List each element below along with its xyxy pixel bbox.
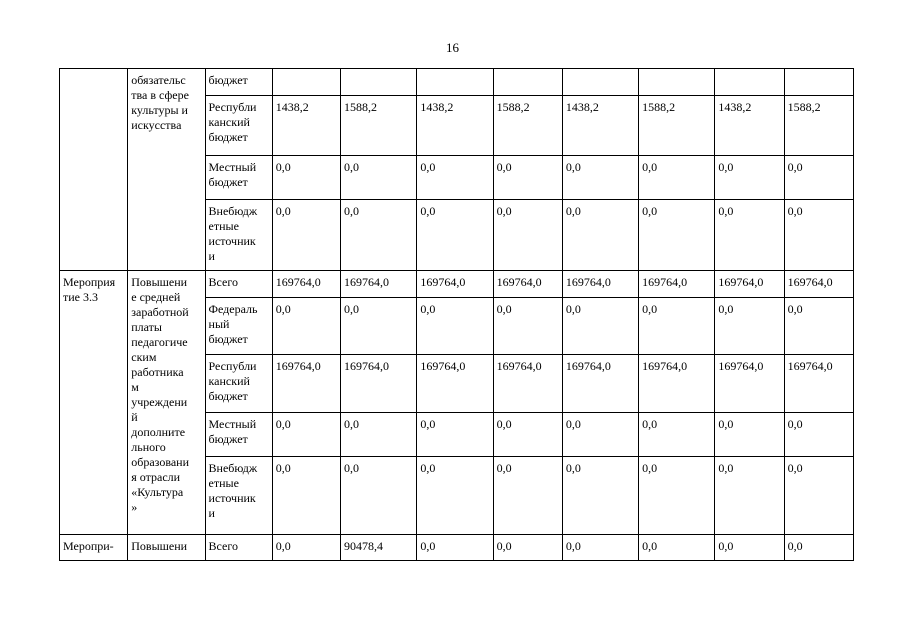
funding-source-label: Всего — [208, 275, 238, 289]
value-cell — [417, 200, 493, 271]
value-text: 0,0 — [565, 204, 581, 218]
value-cell — [493, 271, 562, 298]
value-cell — [272, 413, 340, 457]
value-cell — [784, 200, 853, 271]
value-cell — [715, 413, 784, 457]
value-text: 0,0 — [420, 204, 436, 218]
funding-source-label: Внебюдж етные источник и — [208, 204, 258, 263]
value-cell — [715, 457, 784, 535]
value-text: 0,0 — [642, 461, 658, 475]
value-text: 0,0 — [718, 539, 734, 553]
value-cell — [493, 298, 562, 355]
value-text: 0,0 — [642, 417, 658, 431]
funding-source-label: Местный бюджет — [208, 417, 257, 446]
value-cell — [639, 96, 715, 156]
value-text: 0,0 — [642, 539, 658, 553]
event-cell — [60, 69, 128, 271]
value-text: 169764,0 — [275, 359, 321, 373]
description-cell — [128, 271, 205, 535]
value-text: 0,0 — [496, 539, 512, 553]
funding-source-label: Республи канский бюджет — [208, 359, 257, 403]
value-cell — [272, 200, 340, 271]
value-text: 1438,2 — [565, 100, 599, 114]
value-cell — [784, 271, 853, 298]
value-text: 169764,0 — [420, 359, 466, 373]
funding-source-cell — [205, 156, 272, 200]
value-cell — [417, 156, 493, 200]
value-cell — [562, 69, 638, 96]
value-text: 0,0 — [275, 160, 291, 174]
value-cell — [417, 457, 493, 535]
value-text: 0,0 — [344, 461, 360, 475]
description-cell — [128, 69, 205, 271]
value-text: 0,0 — [718, 302, 734, 316]
value-text: 0,0 — [344, 204, 360, 218]
funding-source-cell — [205, 200, 272, 271]
value-text: 0,0 — [275, 204, 291, 218]
funding-source-label: Внебюдж етные источник и — [208, 461, 258, 520]
value-text: 0,0 — [565, 417, 581, 431]
value-text: 0,0 — [420, 461, 436, 475]
value-cell — [493, 413, 562, 457]
value-text: 0,0 — [565, 539, 581, 553]
event-cell — [60, 271, 128, 535]
value-cell — [417, 69, 493, 96]
value-cell — [493, 69, 562, 96]
value-cell — [639, 457, 715, 535]
value-cell — [493, 535, 562, 561]
value-cell — [341, 413, 417, 457]
value-cell — [341, 271, 417, 298]
value-text: 0,0 — [496, 417, 512, 431]
value-text: 169764,0 — [718, 275, 764, 289]
value-text: 0,0 — [344, 160, 360, 174]
value-text: 0,0 — [787, 160, 803, 174]
table-row — [60, 535, 854, 561]
value-text: 0,0 — [787, 539, 803, 553]
value-cell — [417, 535, 493, 561]
value-text: 0,0 — [496, 160, 512, 174]
value-text: 1588,2 — [642, 100, 676, 114]
event-label: Мероприя тие 3.3 — [63, 275, 116, 304]
value-text: 0,0 — [496, 204, 512, 218]
value-text: 0,0 — [642, 302, 658, 316]
value-text: 0,0 — [496, 461, 512, 475]
funding-source-label: Местный бюджет — [208, 160, 257, 189]
value-text: 1438,2 — [275, 100, 309, 114]
value-text: 0,0 — [718, 160, 734, 174]
value-cell — [715, 355, 784, 413]
value-cell — [784, 156, 853, 200]
value-cell — [493, 156, 562, 200]
value-cell — [493, 355, 562, 413]
value-cell — [272, 298, 340, 355]
value-text: 169764,0 — [642, 275, 688, 289]
value-cell — [417, 298, 493, 355]
value-cell — [562, 271, 638, 298]
value-cell — [639, 298, 715, 355]
value-cell — [417, 271, 493, 298]
value-cell — [562, 298, 638, 355]
event-cell — [60, 535, 128, 561]
value-text: 169764,0 — [787, 275, 833, 289]
value-cell — [639, 69, 715, 96]
value-cell — [639, 200, 715, 271]
value-cell — [562, 200, 638, 271]
value-cell — [639, 271, 715, 298]
funding-source-cell — [205, 413, 272, 457]
value-cell — [715, 298, 784, 355]
value-cell — [715, 200, 784, 271]
value-cell — [562, 535, 638, 561]
value-cell — [562, 96, 638, 156]
value-text: 1588,2 — [496, 100, 530, 114]
value-text: 169764,0 — [420, 275, 466, 289]
value-text: 0,0 — [565, 302, 581, 316]
value-cell — [493, 96, 562, 156]
value-cell — [341, 156, 417, 200]
value-cell — [341, 535, 417, 561]
value-text: 0,0 — [344, 417, 360, 431]
table-row — [60, 69, 854, 96]
value-cell — [639, 156, 715, 200]
value-text: 1588,2 — [787, 100, 821, 114]
value-text: 0,0 — [787, 417, 803, 431]
value-cell — [562, 355, 638, 413]
value-cell — [341, 355, 417, 413]
value-text: 0,0 — [718, 417, 734, 431]
event-description: Повышени е средней заработной платы педагогиче ским работника м учреждени й дополните льного образовани я отрасли «Культура » — [131, 275, 190, 514]
value-cell — [784, 355, 853, 413]
value-text: 0,0 — [787, 461, 803, 475]
funding-source-cell — [205, 298, 272, 355]
value-cell — [715, 69, 784, 96]
value-cell — [784, 69, 853, 96]
value-text: 0,0 — [642, 160, 658, 174]
value-text: 0,0 — [275, 461, 291, 475]
value-text: 169764,0 — [344, 275, 390, 289]
value-cell — [639, 535, 715, 561]
funding-source-cell — [205, 535, 272, 561]
value-cell — [715, 156, 784, 200]
value-cell — [272, 96, 340, 156]
value-cell — [562, 413, 638, 457]
value-cell — [784, 413, 853, 457]
value-cell — [493, 200, 562, 271]
funding-source-label: бюджет — [208, 73, 248, 87]
funding-source-cell — [205, 355, 272, 413]
value-cell — [417, 413, 493, 457]
value-cell — [417, 96, 493, 156]
value-text: 1438,2 — [718, 100, 752, 114]
value-cell — [341, 96, 417, 156]
value-text: 169764,0 — [718, 359, 764, 373]
value-text: 0,0 — [420, 539, 436, 553]
value-text: 0,0 — [787, 204, 803, 218]
value-cell — [562, 156, 638, 200]
value-text: 1438,2 — [420, 100, 454, 114]
value-text: 169764,0 — [275, 275, 321, 289]
value-cell — [639, 355, 715, 413]
table-body — [60, 69, 854, 561]
value-cell — [272, 69, 340, 96]
value-cell — [341, 200, 417, 271]
value-cell — [715, 271, 784, 298]
description-cell — [128, 535, 205, 561]
value-text: 0,0 — [496, 302, 512, 316]
value-text: 169764,0 — [496, 275, 542, 289]
value-text: 169764,0 — [642, 359, 688, 373]
value-text: 0,0 — [275, 302, 291, 316]
value-cell — [784, 457, 853, 535]
value-cell — [341, 298, 417, 355]
value-cell — [562, 457, 638, 535]
page-number: 16 — [446, 40, 459, 55]
table-row — [60, 271, 854, 298]
value-cell — [784, 298, 853, 355]
value-cell — [341, 69, 417, 96]
value-text: 0,0 — [787, 302, 803, 316]
value-cell — [272, 355, 340, 413]
value-cell — [493, 457, 562, 535]
value-cell — [784, 535, 853, 561]
value-text: 0,0 — [344, 302, 360, 316]
value-cell — [417, 355, 493, 413]
budget-table — [59, 68, 854, 561]
funding-source-label: Всего — [208, 539, 238, 553]
value-text: 169764,0 — [344, 359, 390, 373]
funding-source-label: Федераль ный бюджет — [208, 302, 258, 346]
value-cell — [341, 457, 417, 535]
value-text: 0,0 — [565, 160, 581, 174]
event-label: Меропри- — [63, 539, 114, 553]
funding-source-label: Республи канский бюджет — [208, 100, 257, 144]
funding-source-cell — [205, 96, 272, 156]
value-cell — [784, 96, 853, 156]
value-cell — [272, 271, 340, 298]
value-text: 0,0 — [420, 417, 436, 431]
value-cell — [272, 535, 340, 561]
value-text: 0,0 — [642, 204, 658, 218]
event-description: Повышени — [131, 539, 188, 553]
value-text: 90478,4 — [344, 539, 384, 553]
funding-source-cell — [205, 69, 272, 96]
value-text: 169764,0 — [565, 275, 611, 289]
value-text: 1588,2 — [344, 100, 378, 114]
funding-source-cell — [205, 457, 272, 535]
event-description: обязательс тва в сфере культуры и искусства — [131, 73, 189, 132]
funding-source-cell — [205, 271, 272, 298]
value-text: 0,0 — [718, 461, 734, 475]
value-text: 169764,0 — [787, 359, 833, 373]
value-text: 169764,0 — [496, 359, 542, 373]
value-text: 0,0 — [275, 417, 291, 431]
value-text: 0,0 — [420, 302, 436, 316]
value-text: 169764,0 — [565, 359, 611, 373]
value-text: 0,0 — [420, 160, 436, 174]
value-cell — [639, 413, 715, 457]
value-text: 0,0 — [718, 204, 734, 218]
value-cell — [715, 535, 784, 561]
value-cell — [715, 96, 784, 156]
value-cell — [272, 457, 340, 535]
value-cell — [272, 156, 340, 200]
value-text: 0,0 — [565, 461, 581, 475]
value-text: 0,0 — [275, 539, 291, 553]
